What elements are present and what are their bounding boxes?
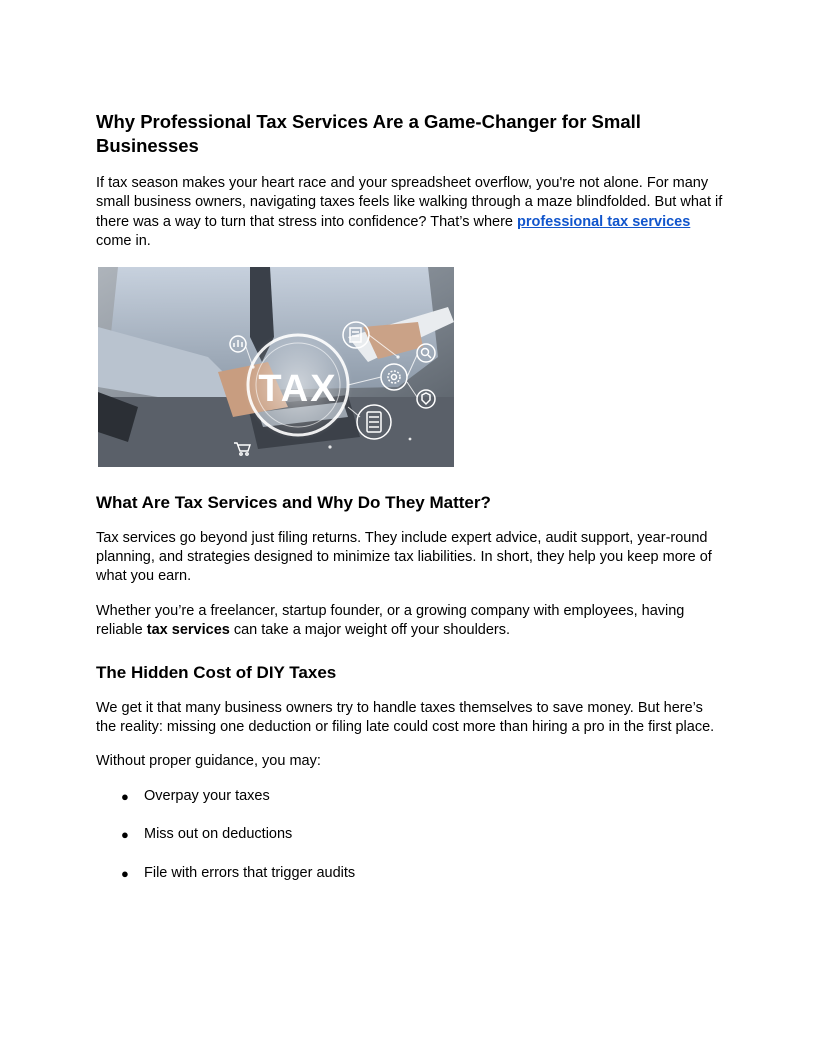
section2-paragraph-1: We get it that many business owners try to handle taxes themselves to save money. But here’s the reality: missing one deduction or filing late could cost more than hiring a pro in the first place. [96,699,715,736]
list-item [96,864,724,883]
section-heading-hidden-cost: The Hidden Cost of DIY Taxes [96,662,337,682]
bullet-list [96,787,724,883]
list-item-text: Miss out on deductions [144,826,293,843]
intro-paragraph [96,174,724,252]
section1-paragraph-2 [96,602,724,641]
list-item-text: Overpay your taxes [144,787,270,804]
bullet-icon: ● [121,865,129,881]
hero-tax-label: TAX [258,367,338,410]
section1-p2-text-end: can take a major weight off your shoulders. [229,622,511,639]
intro-text: If tax season makes your heart race and your spreadsheet overflow, you're not alone. For many small business owners, navigating taxes feels like walking through a maze blindfolded. But what if there was a way to turn that stress into confidence? That’s where [96,175,723,230]
tax-services-bold: tax services [146,622,230,639]
section1-paragraph-1: Tax services go beyond just filing returns. They include expert advice, audit support, year-round planning, and strategies designed to minimize tax liabilities. In short, they help you keep more of what you earn. [96,529,712,585]
section-heading-what-are-tax-services: What Are Tax Services and Why Do They Matter? [96,492,491,512]
intro-text-end: come in. [96,233,151,250]
list-item [96,825,724,844]
section1-p2-text: Whether you’re a freelancer, startup founder, or a growing company with employees, having reliable [96,602,685,639]
list-item-text: File with errors that trigger audits [144,864,356,881]
section2-paragraph-2: Without proper guidance, you may: [96,753,321,770]
tax-hero-image [98,267,454,467]
document-page [96,110,724,902]
article-title: Why Professional Tax Services Are a Game-Changer for Small Businesses [96,111,641,156]
bullet-icon: ● [121,827,129,843]
professional-tax-services-link[interactable]: professional tax services [517,213,691,230]
list-item [96,787,724,806]
bullet-icon: ● [121,788,129,804]
